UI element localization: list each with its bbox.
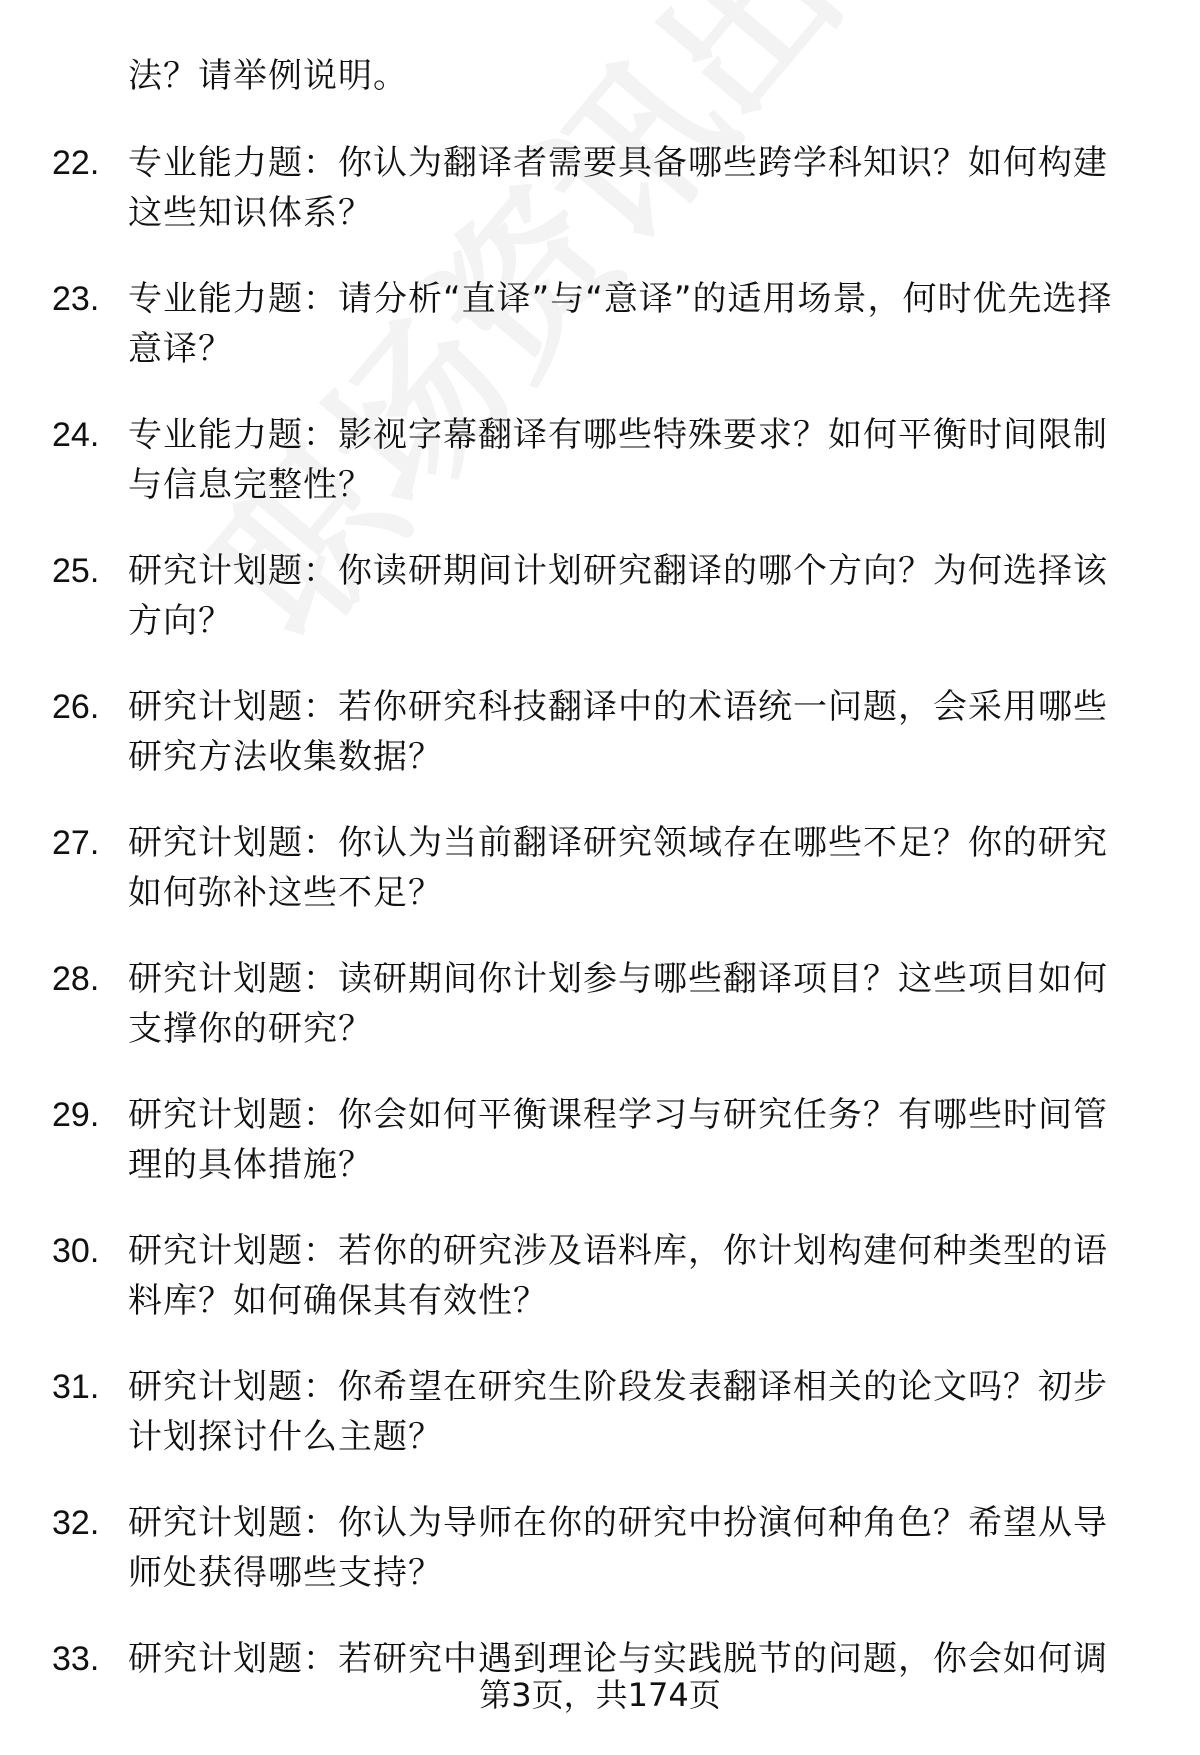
question-item [52, 1498, 1138, 1598]
question-item [52, 1362, 1138, 1462]
question-text: 研究计划题：若你研究科技翻译中的术语统一问题，会采用哪些研究方法收集数据？ [128, 687, 1108, 777]
question-number: 31. [52, 1368, 100, 1406]
question-text: 研究计划题：读研期间你计划参与哪些翻译项目？这些项目如何支撑你的研究？ [128, 959, 1108, 1049]
question-text: 专业能力题：你认为翻译者需要具备哪些跨学科知识？如何构建这些知识体系？ [128, 143, 1108, 233]
continued-text: 法？请举例说明。 [128, 56, 408, 96]
question-text: 研究计划题：你认为导师在你的研究中扮演何种角色？希望从导师处获得哪些支持？ [128, 1503, 1108, 1593]
question-item [52, 818, 1138, 918]
question-number: 23. [52, 280, 100, 318]
question-item [52, 410, 1138, 510]
question-text: 研究计划题：若你的研究涉及语料库，你计划构建何种类型的语料库？如何确保其有效性？ [128, 1231, 1108, 1321]
page-footer: 第3页，共174页 [479, 1676, 721, 1714]
question-text: 专业能力题：影视字幕翻译有哪些特殊要求？如何平衡时间限制与信息完整性？ [128, 415, 1108, 505]
question-item [52, 546, 1138, 646]
question-item [52, 682, 1138, 782]
question-item [52, 1226, 1138, 1326]
question-number: 27. [52, 824, 100, 862]
question-text: 研究计划题：你希望在研究生阶段发表翻译相关的论文吗？初步计划探讨什么主题？ [128, 1367, 1108, 1457]
question-number: 25. [52, 552, 100, 590]
question-number: 30. [52, 1232, 100, 1270]
question-number: 22. [52, 144, 100, 182]
question-text: 研究计划题：你会如何平衡课程学习与研究任务？有哪些时间管理的具体措施？ [128, 1095, 1108, 1185]
question-text: 研究计划题：你认为当前翻译研究领域存在哪些不足？你的研究如何弥补这些不足？ [128, 823, 1108, 913]
question-number: 24. [52, 416, 100, 454]
question-list [0, 52, 1200, 1720]
question-number: 26. [52, 688, 100, 726]
question-text: 专业能力题：请分析“直译”与“意译”的适用场景，何时优先选择意译？ [128, 279, 1113, 369]
question-number: 33. [52, 1640, 100, 1678]
question-item [52, 1090, 1138, 1190]
question-text: 研究计划题：若研究中遇到理论与实践脱节的问题，你会如何调 [128, 1639, 1108, 1679]
question-item [52, 954, 1138, 1054]
question-number: 28. [52, 960, 100, 998]
question-text: 研究计划题：你读研期间计划研究翻译的哪个方向？为何选择该方向？ [128, 551, 1108, 641]
question-item [52, 274, 1138, 374]
question-item [52, 138, 1138, 238]
question-number: 29. [52, 1096, 100, 1134]
question-number: 32. [52, 1504, 100, 1542]
